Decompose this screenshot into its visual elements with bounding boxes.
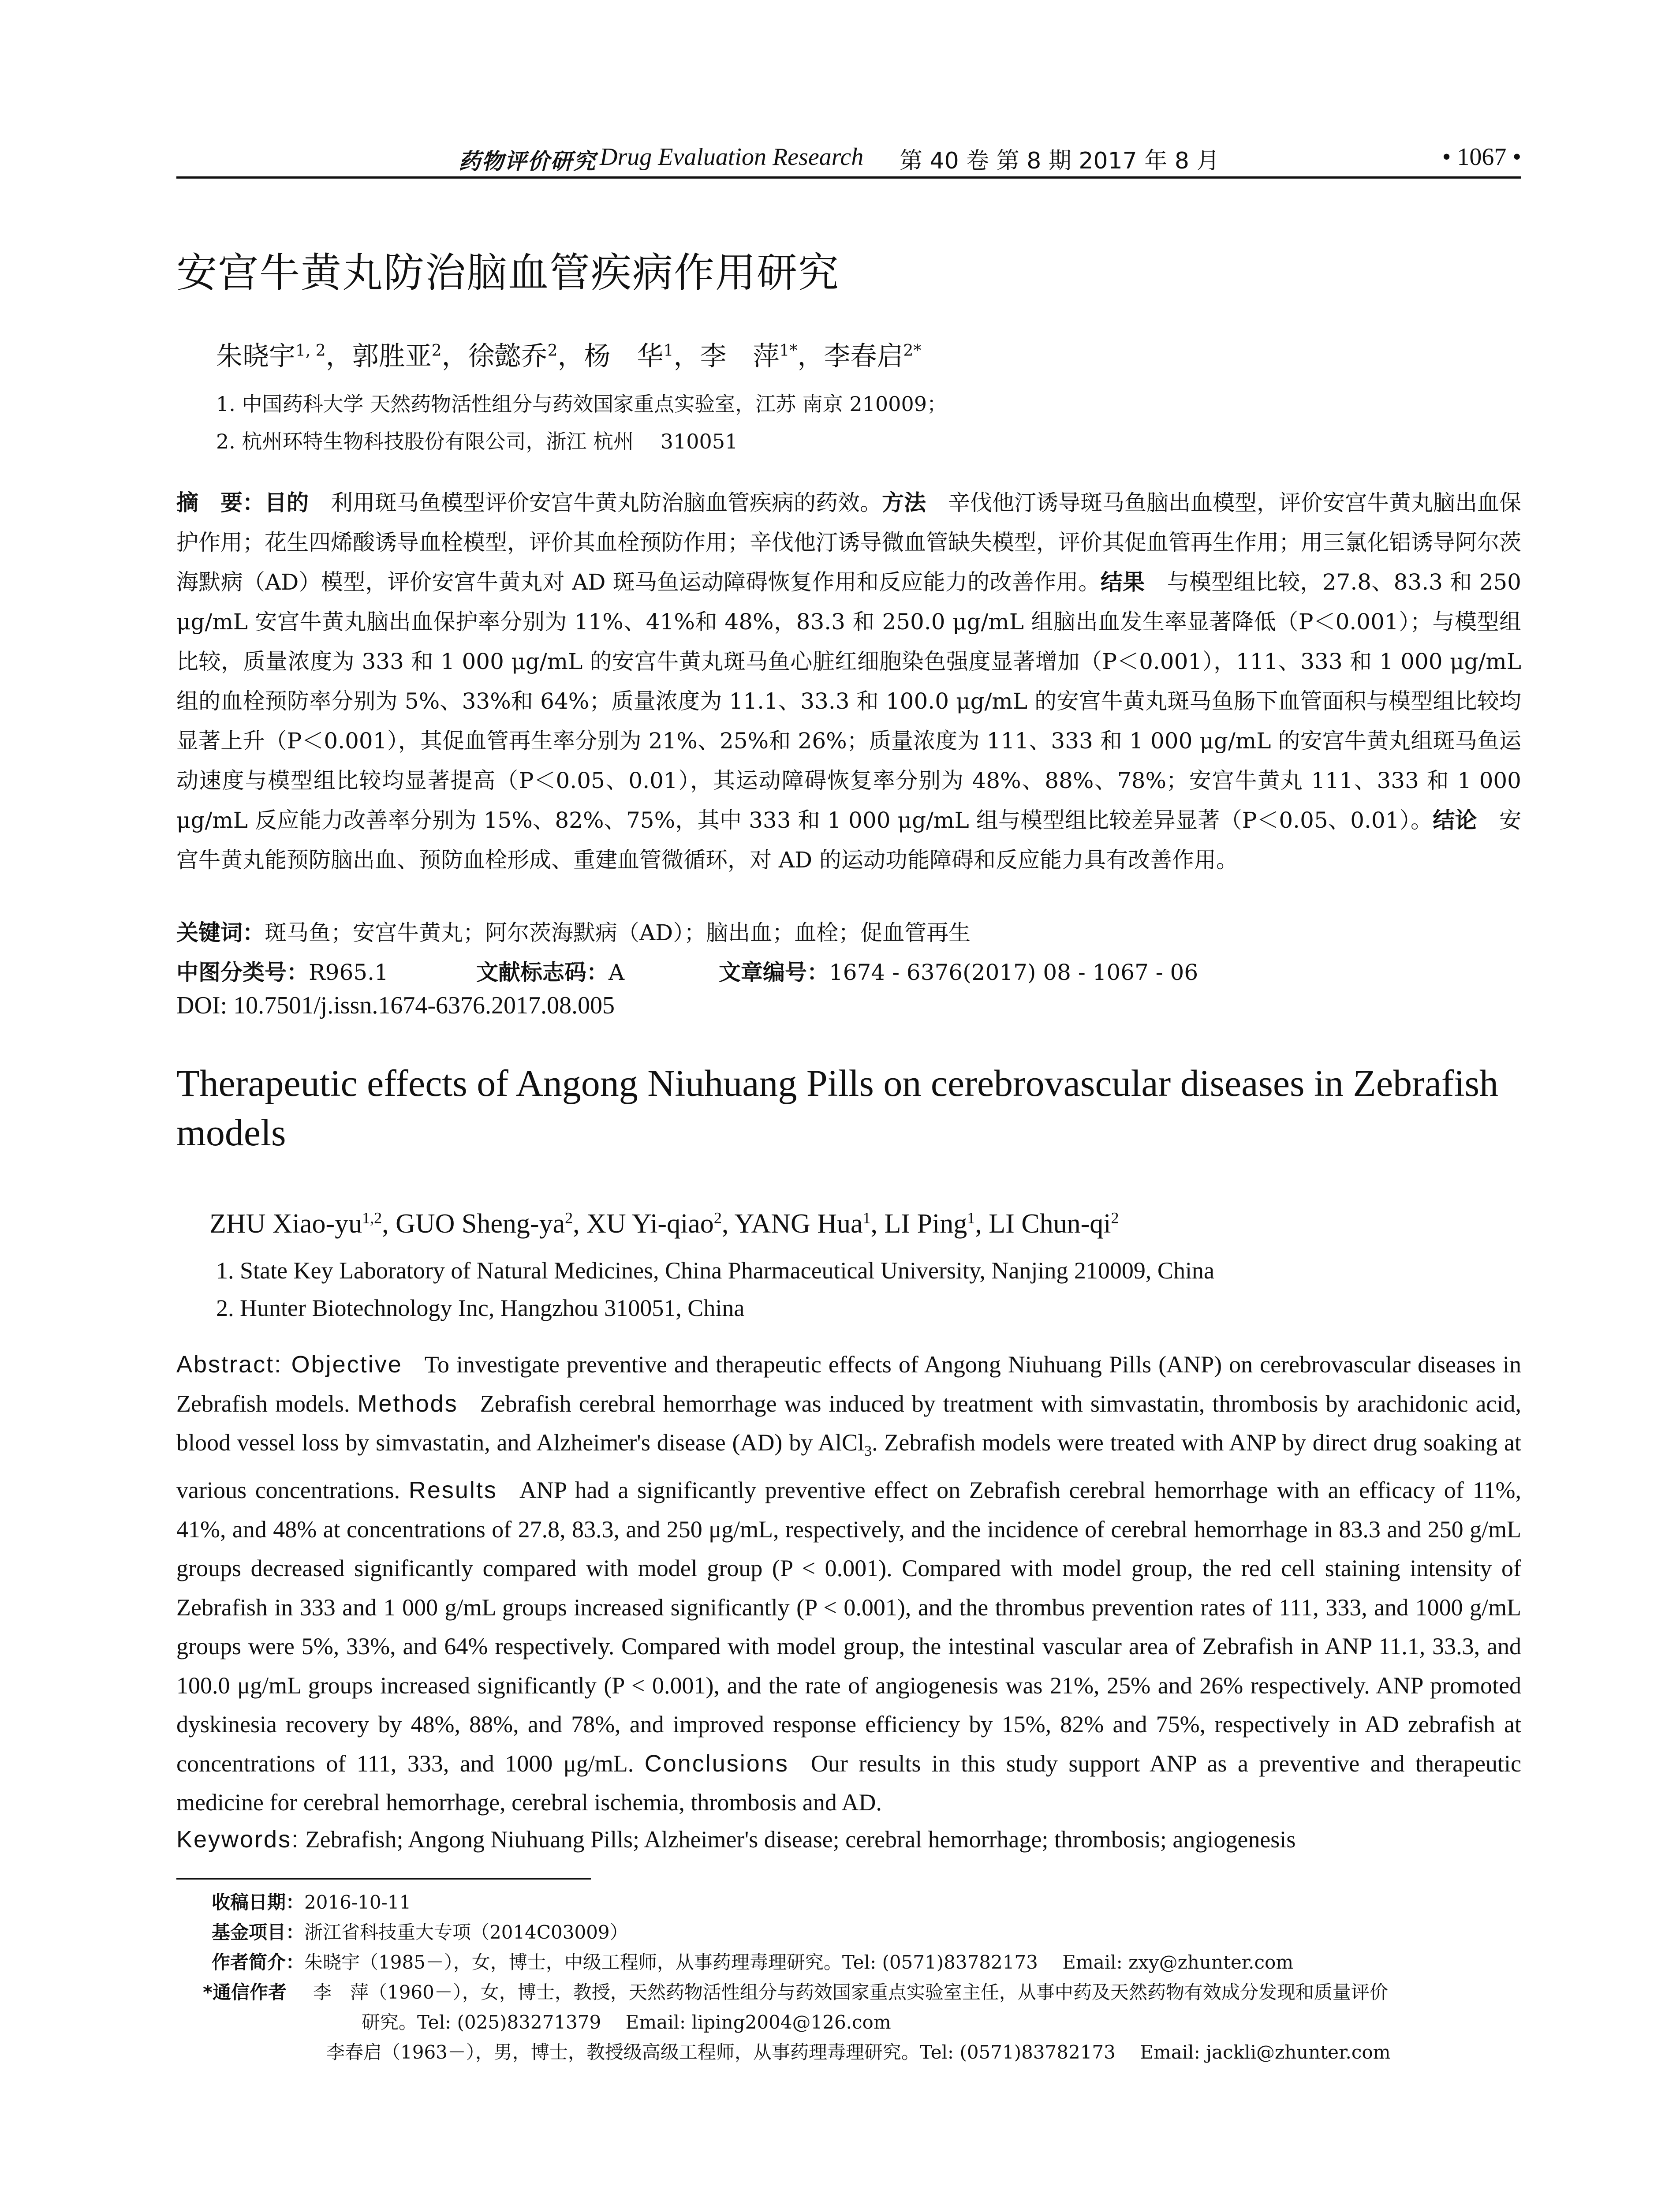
cn-abstract [176, 483, 1521, 880]
footnote-text: 2016-10-11 [304, 1891, 411, 1913]
article-number-label: 文章编号： [719, 960, 829, 985]
en-author-aff: 2 [1111, 1209, 1119, 1227]
footnotes [203, 1887, 1521, 2067]
en-conclusions-text: Our results in this study support ANP as a preventive and therapeutic medicine for cerebral hemorrhage, cerebral ischemia, thrombosis and AD. [176, 1750, 1522, 1816]
en-author-name: YANG Hua [734, 1209, 863, 1239]
en-author-name: LI Ping [884, 1209, 967, 1239]
cn-title: 安宫牛黄丸防治脑血管疾病作用研究 [176, 249, 840, 296]
en-title: Therapeutic effects of Angong Niuhuang Pills on cerebrovascular diseases in Zebrafish models [176, 1062, 1498, 1154]
en-methods-text: Zebrafish cerebral hemorrhage was induced by treatment with simvastatin, thrombosis by arachidonic acid, blood vessel loss by simvastatin, and Alzheimer's disease (AD) by AlCl [176, 1390, 1521, 1456]
running-head [176, 140, 1521, 176]
en-abstract-label: Abstract: Objective [176, 1351, 403, 1378]
footnote-label: 基金项目： [212, 1921, 305, 1943]
issue-info: 第 40 卷 第 8 期 2017 年 8 月 [900, 148, 1220, 174]
cn-conclusion-label: 结论 [1433, 807, 1477, 833]
footnote-received [212, 1887, 1521, 1917]
page-number: • 1067 • [1442, 143, 1521, 171]
cn-author-name: 郭胜亚 [352, 341, 432, 372]
footnote-fund [212, 1917, 1521, 1947]
footnote-corresponding [203, 1977, 1521, 2007]
en-results-label: Results [408, 1477, 497, 1504]
footnote-corresponding-cont: 研究。Tel: (025)83271379 Email: liping2004@126.com [362, 2011, 891, 2033]
cn-objective-text: 利用斑马鱼模型评价安宫牛黄丸防治脑血管疾病的药效。 [331, 490, 882, 516]
cn-conclusion-text: 安宫牛黄丸能预防脑出血、预防血栓形成、重建血管微循环，对 AD 的运动功能障碍和反应能力具有改善作用。 [176, 807, 1522, 873]
footnote-text: 朱晓宇（1985－），女，博士，中级工程师，从事药理毒理研究。Tel: (0571)83782173 Email: zxy@zhunter.com [304, 1951, 1294, 1973]
cn-author-name: 杨 华 [584, 341, 664, 372]
en-abstract [176, 1345, 1521, 1822]
document-code-value: A [609, 960, 625, 985]
article-number [719, 955, 1198, 987]
en-methods-text-cont: . Zebrafish models were treated with ANP by direct drug soaking at various concentrations. [176, 1429, 1522, 1504]
cn-author-list: 朱晓宇$^{1, 2}$，郭胜亚$^2$，徐懿乔$^2$，杨 华$^1$，李 萍$^{1*}$，李春启$^{2*}$ [216, 341, 922, 372]
document-code-label: 文献标志码： [476, 960, 609, 985]
cn-keywords [176, 915, 971, 947]
en-author-aff: 1,2 [362, 1209, 382, 1227]
en-author-aff: 1 [967, 1209, 975, 1227]
en-author-name: ZHU Xiao-yu [209, 1209, 362, 1239]
en-author-aff: 1 [862, 1209, 871, 1227]
footnote-label: *通信作者 [203, 1981, 287, 2003]
en-results-text: ANP had a significantly preventive effect on Zebrafish cerebral hemorrhage with an efficacy of 11%, 41%, and 48% at concentrations of 27.8, 83.3, and 250 μg/mL, respectively, and the incidence of cerebral hemorrhage in 83.3 and 250 g/mL groups decreased significantly compared with model group (P < 0.001). Compared with model group, the red cell staining intensity of Zebrafish in 333 and 1 000 g/mL groups increased significantly (P < 0.001), and the thrombus prevention rates of 111, 333, and 1000 g/mL groups were 5%, 33%, and 64% respectively. Compared with model group, the intestinal vascular area of Zebrafish in ANP 11.1, 33.3, and 100.0 μg/mL groups increased significantly (P < 0.001), and the rate of angiogenesis was 21%, 25% and 26% respectively. ANP promoted dyskinesia recovery by 48%, 88%, and 78%, and improved response efficiency by 15%, 82% and 75%, respectively in AD zebrafish at concentrations of 111, 333, and 1000 μg/mL. [176, 1477, 1521, 1777]
footnote-text: 李 萍（1960－），女，博士，教授，天然药物活性组分与药效国家重点实验室主任，从事中药及天然药物有效成分发现和质量评价 [313, 1981, 1388, 2003]
en-affiliation: 2. Hunter Biotechnology Inc, Hangzhou 310051, China [216, 1295, 745, 1321]
footnote-author-bio [212, 1947, 1521, 1977]
cn-affiliation: 1. 中国药科大学 天然药物活性组分与药效国家重点实验室，江苏 南京 210009； [216, 392, 947, 416]
cn-keywords-text: 斑马鱼；安宫牛黄丸；阿尔茨海默病（AD）；脑出血；血栓；促血管再生 [265, 920, 971, 946]
footnote-text: 浙江省科技重大专项（2014C03009） [304, 1921, 628, 1943]
cn-author-name: 朱晓宇 [216, 341, 295, 372]
cn-author-name: 徐懿乔 [468, 341, 548, 372]
class-number [176, 955, 388, 987]
document-code [476, 955, 624, 987]
cn-methods-label: 方法 [882, 490, 926, 516]
en-author-aff: 2 [713, 1209, 722, 1227]
header-rule [176, 176, 1521, 179]
en-keywords-label: Keywords: [176, 1826, 300, 1853]
cn-author-aff: 1, 2 [295, 342, 326, 360]
cn-keywords-label: 关键词： [176, 920, 265, 946]
article-number-value: 1674 - 6376(2017) 08 - 1067 - 06 [829, 960, 1198, 985]
footnote-label: 作者简介： [212, 1951, 305, 1973]
footnote-label: 收稿日期： [212, 1891, 305, 1913]
class-number-label: 中图分类号： [176, 960, 309, 985]
en-author-aff: 2 [565, 1209, 573, 1227]
cn-author-aff: 1* [779, 342, 798, 360]
cn-author-name: 李 萍 [700, 341, 780, 372]
cn-affiliation: 2. 杭州环特生物科技股份有限公司，浙江 杭州 310051 [216, 430, 738, 453]
en-conclusions-label: Conclusions [644, 1750, 789, 1777]
doi: DOI: 10.7501/j.issn.1674-6376.2017.08.005 [176, 992, 615, 1019]
footnote-corresponding-2: 李春启（1963－），男，博士，教授级高级工程师，从事药理毒理研究。Tel: (0571)83782173 Email: jackli@zhunter.com [326, 2041, 1391, 2063]
en-methods-label: Methods [357, 1390, 458, 1417]
en-keywords-text: Zebrafish; Angong Niuhuang Pills; Alzheimer's disease; cerebral hemorrhage; thrombosis; angiogenesis [305, 1826, 1296, 1853]
journal-name: Drug Evaluation Research [600, 143, 864, 171]
journal-logo: 药物评价研究 [459, 148, 596, 174]
en-methods-subscript: 3 [864, 1443, 872, 1459]
en-author-list: ZHU Xiao-yu$^{1,2}$, GUO Sheng-$ya^2$, XU Yi-qiao$^2$, YANG Hua$^1$, LI Ping$^1$, LI Chun-$qi^2$ [209, 1209, 1119, 1239]
cn-author-aff: 2 [431, 342, 442, 360]
en-author-name: XU Yi-qiao [586, 1209, 714, 1239]
cn-methods-text: 辛伐他汀诱导斑马鱼脑出血模型，评价安宫牛黄丸脑出血保护作用；花生四烯酸诱导血栓模型，评价其血栓预防作用；辛伐他汀诱导微血管缺失模型，评价其促血管再生作用；用三氯化铝诱导阿尔茨海默病（AD）模型，评价安宫牛黄丸对 AD 斑马鱼运动障碍恢复作用和反应能力的改善作用。 [176, 490, 1521, 595]
cn-objective-label: 目的 [265, 490, 309, 516]
cn-abstract-label: 摘 要： [176, 490, 265, 516]
cn-author-aff: 2* [903, 342, 922, 360]
cn-author-name: 李春启 [824, 341, 903, 372]
en-objective-text: To investigate preventive and therapeutic effects of Angong Niuhuang Pills (ANP) on cerebrovascular diseases in Zebrafish models. [176, 1351, 1521, 1417]
classification-line [176, 955, 1521, 986]
cn-author-aff: 1 [663, 342, 674, 360]
cn-results-label: 结果 [1100, 569, 1145, 595]
footnote-rule [176, 1878, 591, 1880]
en-affiliation: 1. State Key Laboratory of Natural Medicines, China Pharmaceutical University, Nanjing 210009, China [216, 1257, 1214, 1284]
cn-author-aff: 2 [547, 342, 558, 360]
en-author-name: GUO Sheng-ya [396, 1209, 565, 1239]
en-keywords [176, 1826, 1521, 1853]
class-number-value: R965.1 [309, 960, 388, 985]
cn-results-text: 与模型组比较，27.8、83.3 和 250 μg/mL 安宫牛黄丸脑出血保护率分别为 11%、41%和 48%，83.3 和 250.0 μg/mL 组脑出血发生率显著降低（P＜0.001）；与模型组比较，质量浓度为 333 和 1 000 μg/mL 的安宫牛黄丸斑马鱼心脏红细胞染色强度显著增加（P＜0.001），111、333 和 1 000 μg/mL 组的血栓预防率分别为 5%、33%和 64%；质量浓度为 11.1、33.3 和 100.0 μg/mL 的安宫牛黄丸斑马鱼肠下血管面积与模型组比较均显著上升（P＜0.001），其促血管再生率分别为 21%、25%和 26%；质量浓度为 111、333 和 1 000 μg/mL 的安宫牛黄丸组斑马鱼运动速度与模型组比较均显著提高（P＜0.05、0.01），其运动障碍恢复率分别为 48%、88%、78%；安宫牛黄丸 111、333 和 1 000 μg/mL 反应能力改善率分别为 15%、82%、75%，其中 333 和 1 000 μg/mL 组与模型组比较差异显著（P＜0.05、0.01）。 [176, 569, 1521, 833]
en-author-name: LI Chun-qi [989, 1209, 1111, 1239]
